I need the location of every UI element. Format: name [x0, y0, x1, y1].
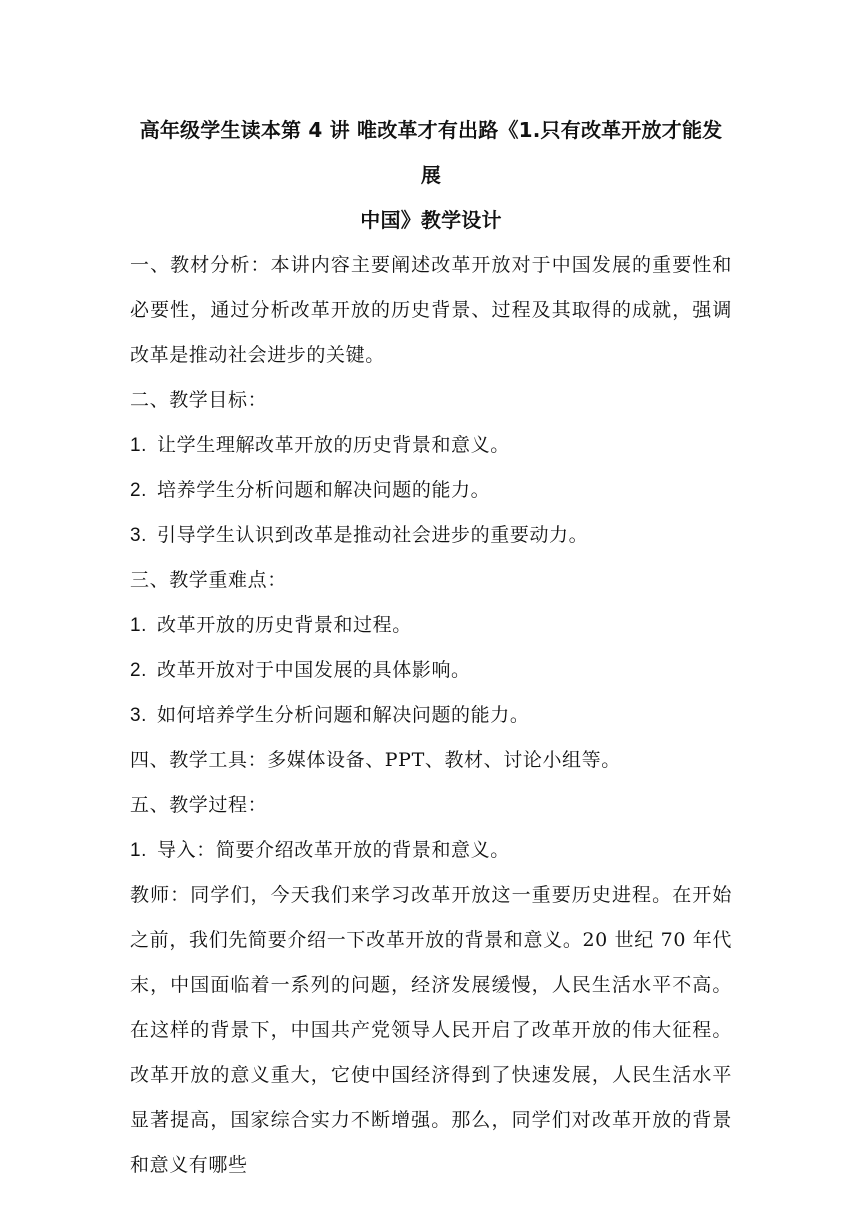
process-step-item: [130, 828, 732, 873]
key-point-text: 改革开放的历史背景和过程。: [157, 614, 412, 636]
objective-number: 1.: [130, 435, 148, 456]
objective-item: [130, 468, 732, 513]
objective-item: [130, 513, 732, 558]
section-process-heading: 五、教学过程：: [130, 794, 268, 816]
key-point-number: 3.: [130, 705, 148, 726]
objective-text: 培养学生分析问题和解决问题的能力。: [157, 479, 491, 501]
title-line-2: 中国》教学设计: [360, 208, 502, 232]
objective-text: 让学生理解改革开放的历史背景和意义。: [157, 434, 510, 456]
key-point-text: 改革开放对于中国发展的具体影响。: [157, 659, 471, 681]
key-point-item: [130, 693, 732, 738]
key-point-number: 2.: [130, 660, 148, 681]
section-objectives-heading: 二、教学目标：: [130, 389, 268, 411]
objective-item: [130, 423, 732, 468]
document-title: [130, 108, 732, 243]
section-key-points-heading: 三、教学重难点：: [130, 569, 287, 591]
key-point-text: 如何培养学生分析问题和解决问题的能力。: [157, 704, 530, 726]
objective-text: 引导学生认识到改革是推动社会进步的重要动力。: [157, 524, 589, 546]
objective-number: 3.: [130, 525, 148, 546]
teacher-dialogue-paragraph: 教师：同学们，今天我们来学习改革开放这一重要历史进程。在开始之前，我们先简要介绍一下改革开放的背景和意义。20 世纪 70 年代末，中国面临着一系列的问题，经济发展缓慢，人民生活水平不高。在这样的背景下，中国共产党领导人民开启了改革开放的伟大征程。改革开放的意义重大，它使中国经济得到了快速发展，人民生活水平显著提高，国家综合实力不断增强。那么，同学们对改革开放的背景和意义有哪些: [130, 884, 732, 1176]
process-step-number: 1.: [130, 840, 148, 861]
key-point-item: [130, 603, 732, 648]
objective-number: 2.: [130, 480, 148, 501]
key-point-item: [130, 648, 732, 693]
section-teaching-tools: 四、教学工具：多媒体设备、PPT、教材、讨论小组等。: [130, 749, 621, 771]
title-line-1: 高年级学生读本第 4 讲 唯改革才有出路《1.只有改革开放才能发展: [139, 118, 723, 187]
key-point-number: 1.: [130, 615, 148, 636]
document-body: [130, 108, 732, 1188]
process-step-text: 导入：简要介绍改革开放的背景和意义。: [157, 839, 510, 861]
section-textbook-analysis: 一、教材分析：本讲内容主要阐述改革开放对于中国发展的重要性和必要性，通过分析改革开放的历史背景、过程及其取得的成就，强调改革是推动社会进步的关键。: [130, 254, 732, 366]
